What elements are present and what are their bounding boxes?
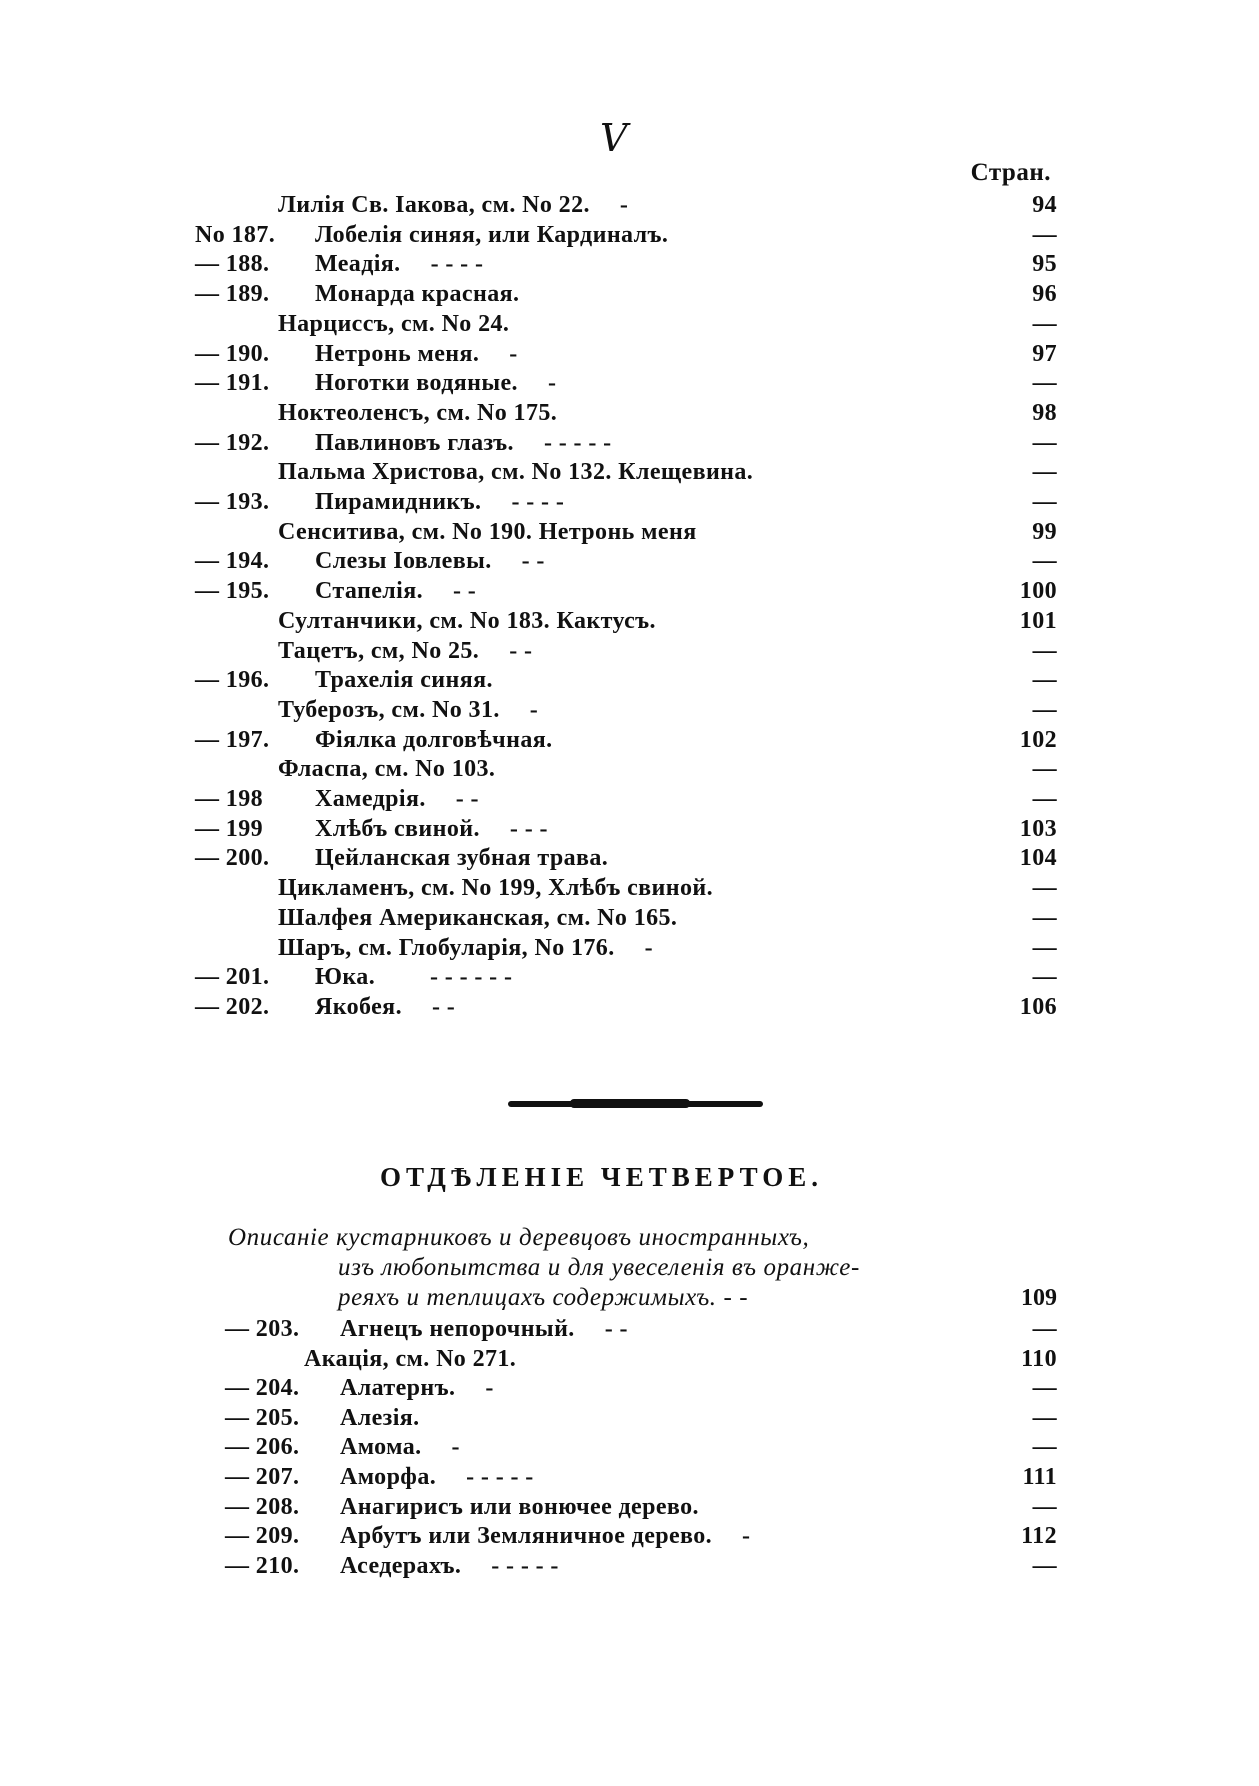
toc-entry-number: — 207. [225, 1464, 300, 1490]
toc-page-number: 97 [1032, 340, 1057, 367]
section-description-page: 109 [1021, 1285, 1057, 1311]
toc-entry-number: — 209. [225, 1523, 300, 1550]
toc-row [0, 1521, 1259, 1551]
toc-entry-title: Слезы Іовлевы. [315, 548, 492, 575]
toc-entry-title: Аседерахъ. [340, 1552, 462, 1579]
toc-entry-title: Нетронь меня. [315, 340, 480, 367]
toc-leader-dashes: - - - - - - [430, 964, 513, 991]
toc-entry-number: — 192. [195, 429, 270, 456]
toc-page-number: — [1032, 1404, 1057, 1431]
toc-page-number: — [1032, 370, 1057, 397]
toc-leader-dashes: - - - [509, 815, 548, 842]
toc-entry-number: — 201. [195, 964, 270, 991]
toc-entry-number: — 191. [195, 370, 270, 397]
toc-entry-number: — 190. [195, 340, 270, 367]
toc-entry-number: — 203. [225, 1316, 300, 1342]
toc-entry-title: Цейланская зубная трава. [315, 845, 609, 872]
toc-page-number: — [1032, 1375, 1057, 1402]
toc-page-number: 100 [1019, 578, 1057, 605]
toc-row [0, 1432, 1259, 1462]
toc-entry-title: Цикламенъ, см. No 199, Хлѣбъ свиной. [278, 875, 714, 902]
toc-leader-dashes: - [742, 1523, 751, 1550]
toc-entry-title: Шаръ, см. Глобуларія, No 176. [278, 934, 615, 961]
section-description-line-1: Описаніе кустарниковъ и деревцовъ иностранныхъ, [228, 1224, 810, 1251]
toc-entry-title: Ноктеоленсъ, см. No 175. [278, 399, 558, 426]
toc-entry-title: Павлиновъ глазъ. [315, 429, 514, 456]
pages-column-header: Стран. [970, 159, 1051, 186]
toc-page-number: — [1032, 696, 1057, 723]
toc-row [0, 933, 1259, 963]
toc-entry-title: Трахелія синяя. [315, 667, 493, 694]
toc-entry-title: Хлѣбъ свиной. [315, 815, 480, 842]
toc-entry-title: Юка. [315, 964, 376, 991]
toc-row [0, 249, 1259, 279]
section-description-line-3: реяхъ и теплицахъ содержимыхъ. - - [338, 1284, 749, 1311]
toc-entry-title: Якобея. [315, 993, 402, 1020]
toc-entry-title: Меадія. [315, 251, 401, 278]
toc-page-number: — [1032, 875, 1057, 902]
toc-entry-title: Монарда красная. [315, 281, 520, 308]
toc-entry-number: — 199 [195, 815, 263, 842]
toc-entry-number: — 206. [225, 1434, 300, 1461]
toc-entry-title: Анагирисъ или вонючее дерево. [340, 1493, 699, 1520]
toc-row [0, 903, 1259, 933]
toc-entry-title: Сенситива, см. No 190. Нетронь меня [278, 518, 697, 545]
toc-page-number: 103 [1019, 815, 1057, 842]
toc-entry-title: Хамедрія. [315, 786, 426, 812]
toc-entry-number: No 187. [195, 221, 276, 248]
toc-row [0, 962, 1259, 992]
toc-leader-dashes: - [485, 1375, 494, 1402]
toc-entry-number: — 208. [225, 1493, 300, 1520]
toc-entry-number: — 210. [225, 1552, 300, 1579]
toc-entry-number: — 197. [195, 726, 270, 753]
toc-page-number: 104 [1019, 845, 1057, 872]
toc-row [0, 1551, 1259, 1581]
toc-row [0, 1344, 1259, 1374]
toc-leader-dashes: - - [452, 578, 477, 605]
toc-leader-dashes: - - [509, 637, 533, 664]
toc-row [0, 220, 1259, 250]
toc-row [0, 428, 1259, 458]
toc-entry-title: Аморфа. [340, 1464, 437, 1490]
toc-page-number: 94 [1032, 192, 1057, 218]
toc-entry-title: Султанчики, см. No 183. Кактусъ. [278, 607, 656, 634]
toc-row [0, 339, 1259, 369]
toc-leader-dashes: - [529, 696, 539, 723]
toc-row [0, 368, 1259, 398]
toc-entry-title: Агнецъ непорочный. [340, 1316, 575, 1342]
toc-leader-dashes: - [451, 1434, 460, 1461]
toc-row [0, 784, 1259, 814]
toc-row [0, 1403, 1259, 1433]
toc-entry-number: — 204. [225, 1375, 300, 1402]
toc-page-number: — [1032, 934, 1057, 961]
toc-entry-number: — 193. [195, 489, 270, 515]
toc-leader-dashes: - - [431, 993, 456, 1020]
toc-row [0, 665, 1259, 695]
toc-row [0, 190, 1259, 220]
toc-entry-title: Тацетъ, см, No 25. [278, 637, 480, 664]
toc-row [0, 754, 1259, 784]
toc-entry-number: — 200. [195, 845, 270, 872]
toc-page-number: 112 [1021, 1523, 1057, 1550]
toc-leader-dashes: - - - - - [466, 1464, 534, 1490]
toc-entry-number: — 196. [195, 667, 270, 694]
toc-page-number: — [1032, 1493, 1057, 1520]
page-folio: V [600, 116, 628, 160]
toc-entry-title: Арбутъ или Земляничное дерево. [340, 1523, 713, 1550]
toc-row [0, 843, 1259, 873]
toc-leader-dashes: - [644, 934, 654, 961]
toc-page-number: — [1032, 637, 1057, 664]
toc-entry-title: Фласпа, см. No 103. [278, 756, 496, 783]
toc-page-number: — [1032, 1316, 1057, 1342]
toc-row [0, 487, 1259, 517]
toc-leader-dashes: - - [455, 786, 479, 812]
toc-row [0, 1492, 1259, 1522]
toc-entry-title: Туберозъ, см. No 31. [278, 696, 500, 723]
toc-leader-dashes: - [619, 192, 629, 218]
toc-entry-number: — 205. [225, 1404, 300, 1431]
toc-leader-dashes: - - [604, 1316, 628, 1342]
toc-row [0, 279, 1259, 309]
toc-leader-dashes: - - - - [430, 251, 484, 278]
toc-page-number: — [1032, 786, 1057, 812]
toc-row [0, 517, 1259, 547]
toc-page-number: — [1032, 964, 1057, 991]
toc-row [0, 725, 1259, 755]
toc-entry-title: Акація, см. No 271. [304, 1345, 517, 1372]
toc-page-number: — [1032, 310, 1057, 337]
toc-page-number: 98 [1032, 399, 1057, 426]
toc-row [0, 606, 1259, 636]
toc-page-number: — [1032, 221, 1057, 248]
toc-row [0, 398, 1259, 428]
toc-page-number: — [1032, 667, 1057, 694]
toc-entry-title: Алатернъ. [340, 1375, 456, 1402]
toc-page-number: — [1032, 1552, 1057, 1579]
toc-entry-number: — 195. [195, 578, 270, 605]
toc-entry-number: — 189. [195, 281, 270, 308]
toc-page-number: 102 [1019, 726, 1057, 753]
toc-row [0, 873, 1259, 903]
toc-row [0, 546, 1259, 576]
toc-leader-dashes: - - - - - [491, 1552, 559, 1579]
toc-row [0, 1462, 1259, 1492]
toc-page-number: — [1032, 429, 1057, 456]
toc-row [0, 636, 1259, 666]
toc-row [0, 992, 1259, 1022]
toc-entry-title: Фіялка долговѣчная. [315, 726, 553, 753]
section-description-line-2: изъ любопытства и для увеселенія въ оранже- [338, 1254, 860, 1281]
toc-entry-title: Нарциссъ, см. No 24. [278, 310, 510, 337]
toc-page-number: 110 [1021, 1345, 1057, 1372]
toc-row [0, 1373, 1259, 1403]
toc-row [0, 457, 1259, 487]
toc-page-number: 96 [1032, 281, 1057, 308]
toc-row [0, 814, 1259, 844]
toc-row [0, 309, 1259, 339]
toc-entry-title: Амома. [340, 1434, 422, 1461]
toc-row [0, 576, 1259, 606]
toc-row [0, 695, 1259, 725]
toc-page-number: — [1032, 459, 1057, 486]
toc-page-number: 106 [1019, 993, 1057, 1020]
toc-page-number: — [1032, 1434, 1057, 1461]
toc-entry-number: — 202. [195, 993, 270, 1020]
toc-leader-dashes: - - - - [511, 489, 565, 515]
toc-page-number: 101 [1019, 607, 1057, 634]
toc-leader-dashes: - - - - - [543, 429, 612, 456]
toc-entry-title: Пальма Христова, см. No 132. Клещевина. [278, 459, 754, 486]
toc-page-number: — [1032, 548, 1057, 575]
toc-leader-dashes: - [509, 340, 518, 367]
toc-entry-title: Пирамидникъ. [315, 489, 482, 515]
toc-page-number: — [1032, 904, 1057, 931]
toc-row [0, 1314, 1259, 1344]
toc-entry-title: Шалфея Американская, см. No 165. [278, 904, 678, 931]
toc-entry-title: Лобелія синяя, или Кардиналъ. [315, 221, 669, 248]
toc-page-number: 95 [1032, 251, 1057, 278]
section-title: ОТДѢЛЕНІЕ ЧЕТВЕРТОЕ. [380, 1162, 823, 1192]
toc-entry-title: Стапелія. [315, 578, 423, 605]
toc-entry-title: Ноготки водяные. [315, 370, 518, 397]
toc-page-number: — [1032, 756, 1057, 783]
toc-entry-number: — 188. [195, 251, 270, 278]
toc-page-number: — [1032, 489, 1057, 515]
toc-entry-title: Лилія Св. Іакова, см. No 22. [278, 192, 590, 218]
toc-entry-title: Алезія. [340, 1404, 420, 1431]
toc-leader-dashes: - [547, 370, 557, 397]
toc-page-number: 111 [1022, 1464, 1057, 1490]
toc-entry-number: — 198 [195, 786, 263, 812]
toc-entry-number: — 194. [195, 548, 270, 575]
section-divider-rule-center [570, 1099, 690, 1108]
toc-leader-dashes: - - [521, 548, 545, 575]
toc-page-number: 99 [1032, 518, 1057, 545]
